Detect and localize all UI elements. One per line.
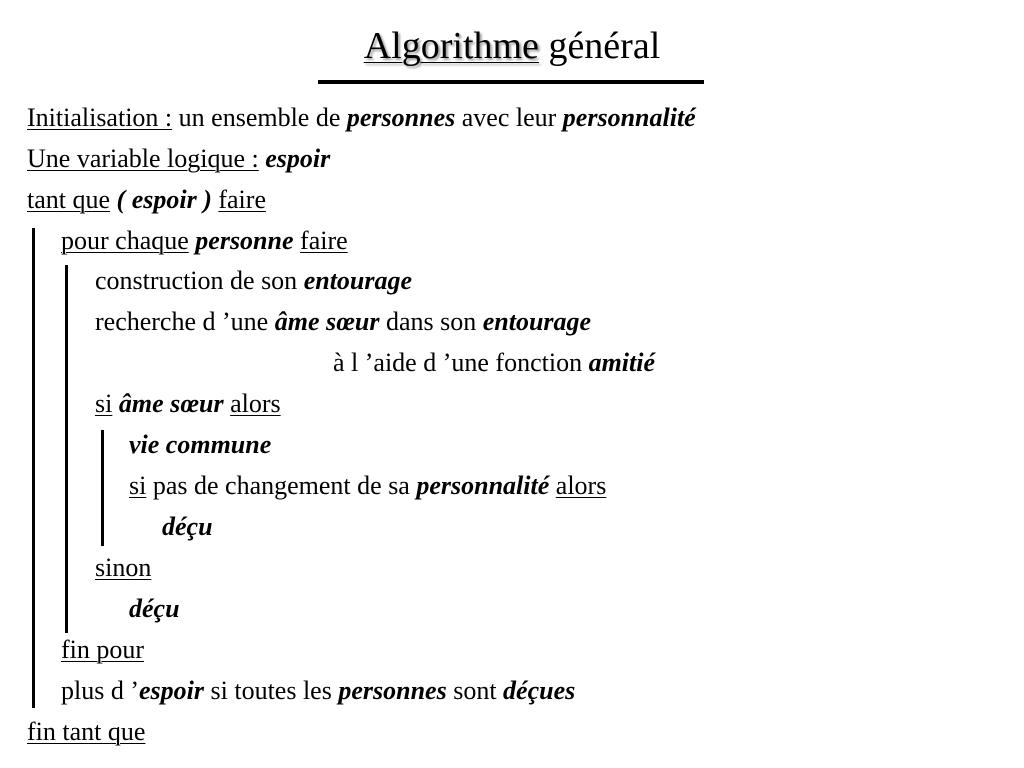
line-construction <box>95 264 412 298</box>
text-span: recherche d ’une <box>95 307 275 336</box>
pour-chaque-keyword: pour chaque <box>61 226 189 255</box>
while-block-bar <box>32 228 35 708</box>
slide-title <box>0 20 1024 72</box>
title-general: général <box>538 25 661 67</box>
line-decu-inner <box>162 510 213 544</box>
alors-keyword: alors <box>555 471 607 500</box>
if-block-bar <box>101 430 104 546</box>
faire-keyword: faire <box>218 185 266 214</box>
tant-que-keyword: tant que <box>27 185 111 214</box>
espoir-condition: ( espoir ) <box>116 185 212 214</box>
line-vie-commune <box>129 428 271 462</box>
line-initialisation <box>27 101 696 135</box>
personnalite-term: personnalité <box>562 103 696 132</box>
text-span: si toutes les <box>204 676 339 705</box>
title-algorithme: Algorithme <box>363 25 539 67</box>
line-variable-logique <box>27 142 330 176</box>
title-underline-rule <box>318 80 704 84</box>
faire-keyword: faire <box>300 226 348 255</box>
line-recherche <box>95 305 591 339</box>
line-fin-pour <box>61 633 144 667</box>
text-span: construction de son <box>95 266 304 295</box>
line-si-changement <box>129 469 606 503</box>
ame-soeur-term: âme sœur <box>274 307 380 336</box>
text-span: dans son <box>379 307 483 336</box>
fin-tant-que-keyword: fin tant que <box>27 717 146 746</box>
amitie-term: amitié <box>588 348 656 377</box>
text-span: à l ’aide d ’une fonction <box>333 348 589 377</box>
sinon-keyword: sinon <box>95 553 152 582</box>
decu-term: déçu <box>129 594 180 623</box>
line-plus-espoir <box>61 674 575 708</box>
entourage-term: entourage <box>303 266 413 295</box>
espoir-term: espoir <box>265 144 331 173</box>
line-decu-sinon <box>129 592 180 626</box>
text-span: pas de changement de sa <box>146 471 417 500</box>
personnes-term: personnes <box>346 103 456 132</box>
line-sinon <box>95 551 151 585</box>
fin-pour-keyword: fin pour <box>61 635 145 664</box>
personne-term: personne <box>195 226 294 255</box>
personnalite-term: personnalité <box>416 471 550 500</box>
ame-soeur-term: âme sœur <box>118 389 224 418</box>
line-si-ame-soeur <box>95 387 281 421</box>
si-keyword: si <box>95 389 113 418</box>
variable-logique-keyword: Une variable logique : <box>27 144 259 173</box>
alors-keyword: alors <box>230 389 281 418</box>
line-pour-chaque <box>61 224 348 258</box>
si-keyword: si <box>129 471 147 500</box>
for-block-bar <box>65 265 68 633</box>
text-span: plus d ’ <box>61 676 139 705</box>
text-span: un ensemble de <box>172 103 347 132</box>
text-span: avec leur <box>455 103 563 132</box>
line-aide-fonction <box>333 346 655 380</box>
personnes-term: personnes <box>338 676 447 705</box>
entourage-term: entourage <box>482 307 592 336</box>
decues-term: déçues <box>503 676 576 705</box>
line-tant-que <box>27 183 266 217</box>
decu-term: déçu <box>162 512 213 541</box>
text-span: sont <box>446 676 504 705</box>
initialisation-keyword: Initialisation : <box>27 103 173 132</box>
line-fin-tant-que <box>27 715 145 749</box>
espoir-term: espoir <box>139 676 204 705</box>
vie-commune-term: vie commune <box>129 430 272 459</box>
